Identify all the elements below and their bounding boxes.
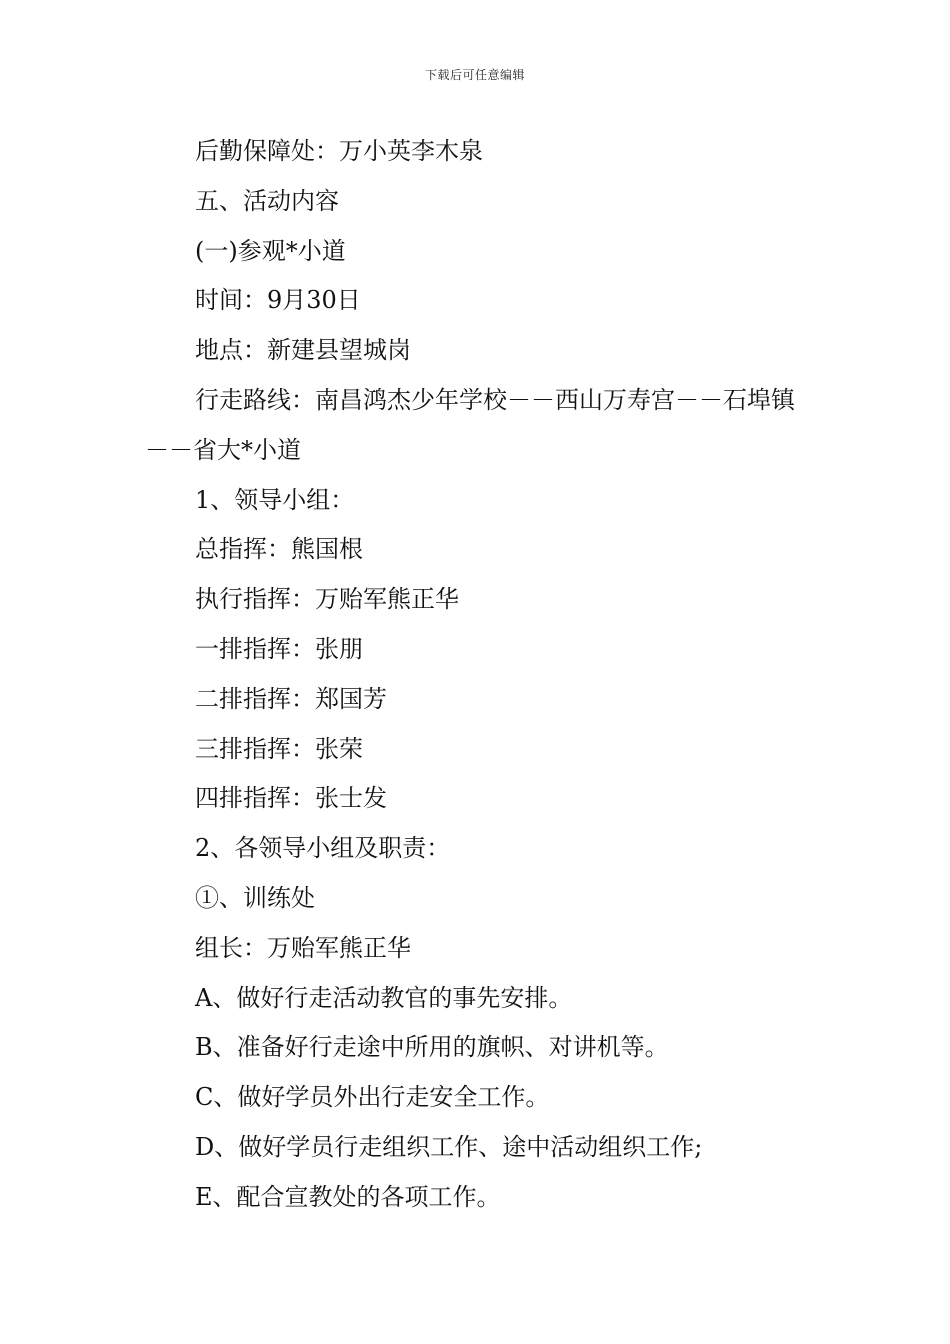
duty-c: C、做好学员外出行走安全工作。 (195, 1083, 550, 1112)
paragraph-platoon-4: 四排指挥：张士发 (195, 784, 387, 813)
paragraph-group-leader: 组长：万贻军熊正华 (195, 933, 411, 962)
duty-d: D、做好学员行走组织工作、途中活动组织工作; (195, 1132, 703, 1161)
item-leadership-group: 1、领导小组： (195, 485, 355, 514)
duty-a: A、做好行走活动教官的事先安排。 (195, 983, 573, 1012)
page-header: 下载后可任意编辑 (424, 68, 525, 82)
duty-e: E、配合宣教处的各项工作。 (195, 1182, 501, 1211)
paragraph-logistics: 后勤保障处：万小英李木泉 (195, 137, 483, 165)
paragraph-commander-in-chief: 总指挥：熊国根 (195, 535, 363, 564)
paragraph-platoon-2: 二排指挥：郑国芳 (195, 684, 387, 713)
document-body (145, 127, 815, 1223)
paragraph-platoon-1: 一排指挥：张朋 (195, 634, 363, 663)
paragraph-platoon-3: 三排指挥：张荣 (195, 734, 363, 763)
paragraph-route: 行走路线：南昌鸿杰少年学校－－西山万寿宫－－石埠镇－－省大*小道 (145, 385, 795, 464)
item-groups-and-duties: 2、各领导小组及职责： (195, 834, 451, 863)
duty-b: B、准备好行走途中所用的旗帜、对讲机等。 (195, 1033, 669, 1062)
paragraph-time: 时间：9月30日 (195, 286, 361, 315)
paragraph-executive-commander: 执行指挥：万贻军熊正华 (195, 585, 459, 614)
subsection-heading-visit: (一)参观*小道 (195, 236, 346, 265)
paragraph-location: 地点：新建县望城岗 (195, 336, 411, 365)
item-training-office: ①、训练处 (195, 883, 315, 912)
section-heading-activity-content: 五、活动内容 (195, 186, 339, 215)
